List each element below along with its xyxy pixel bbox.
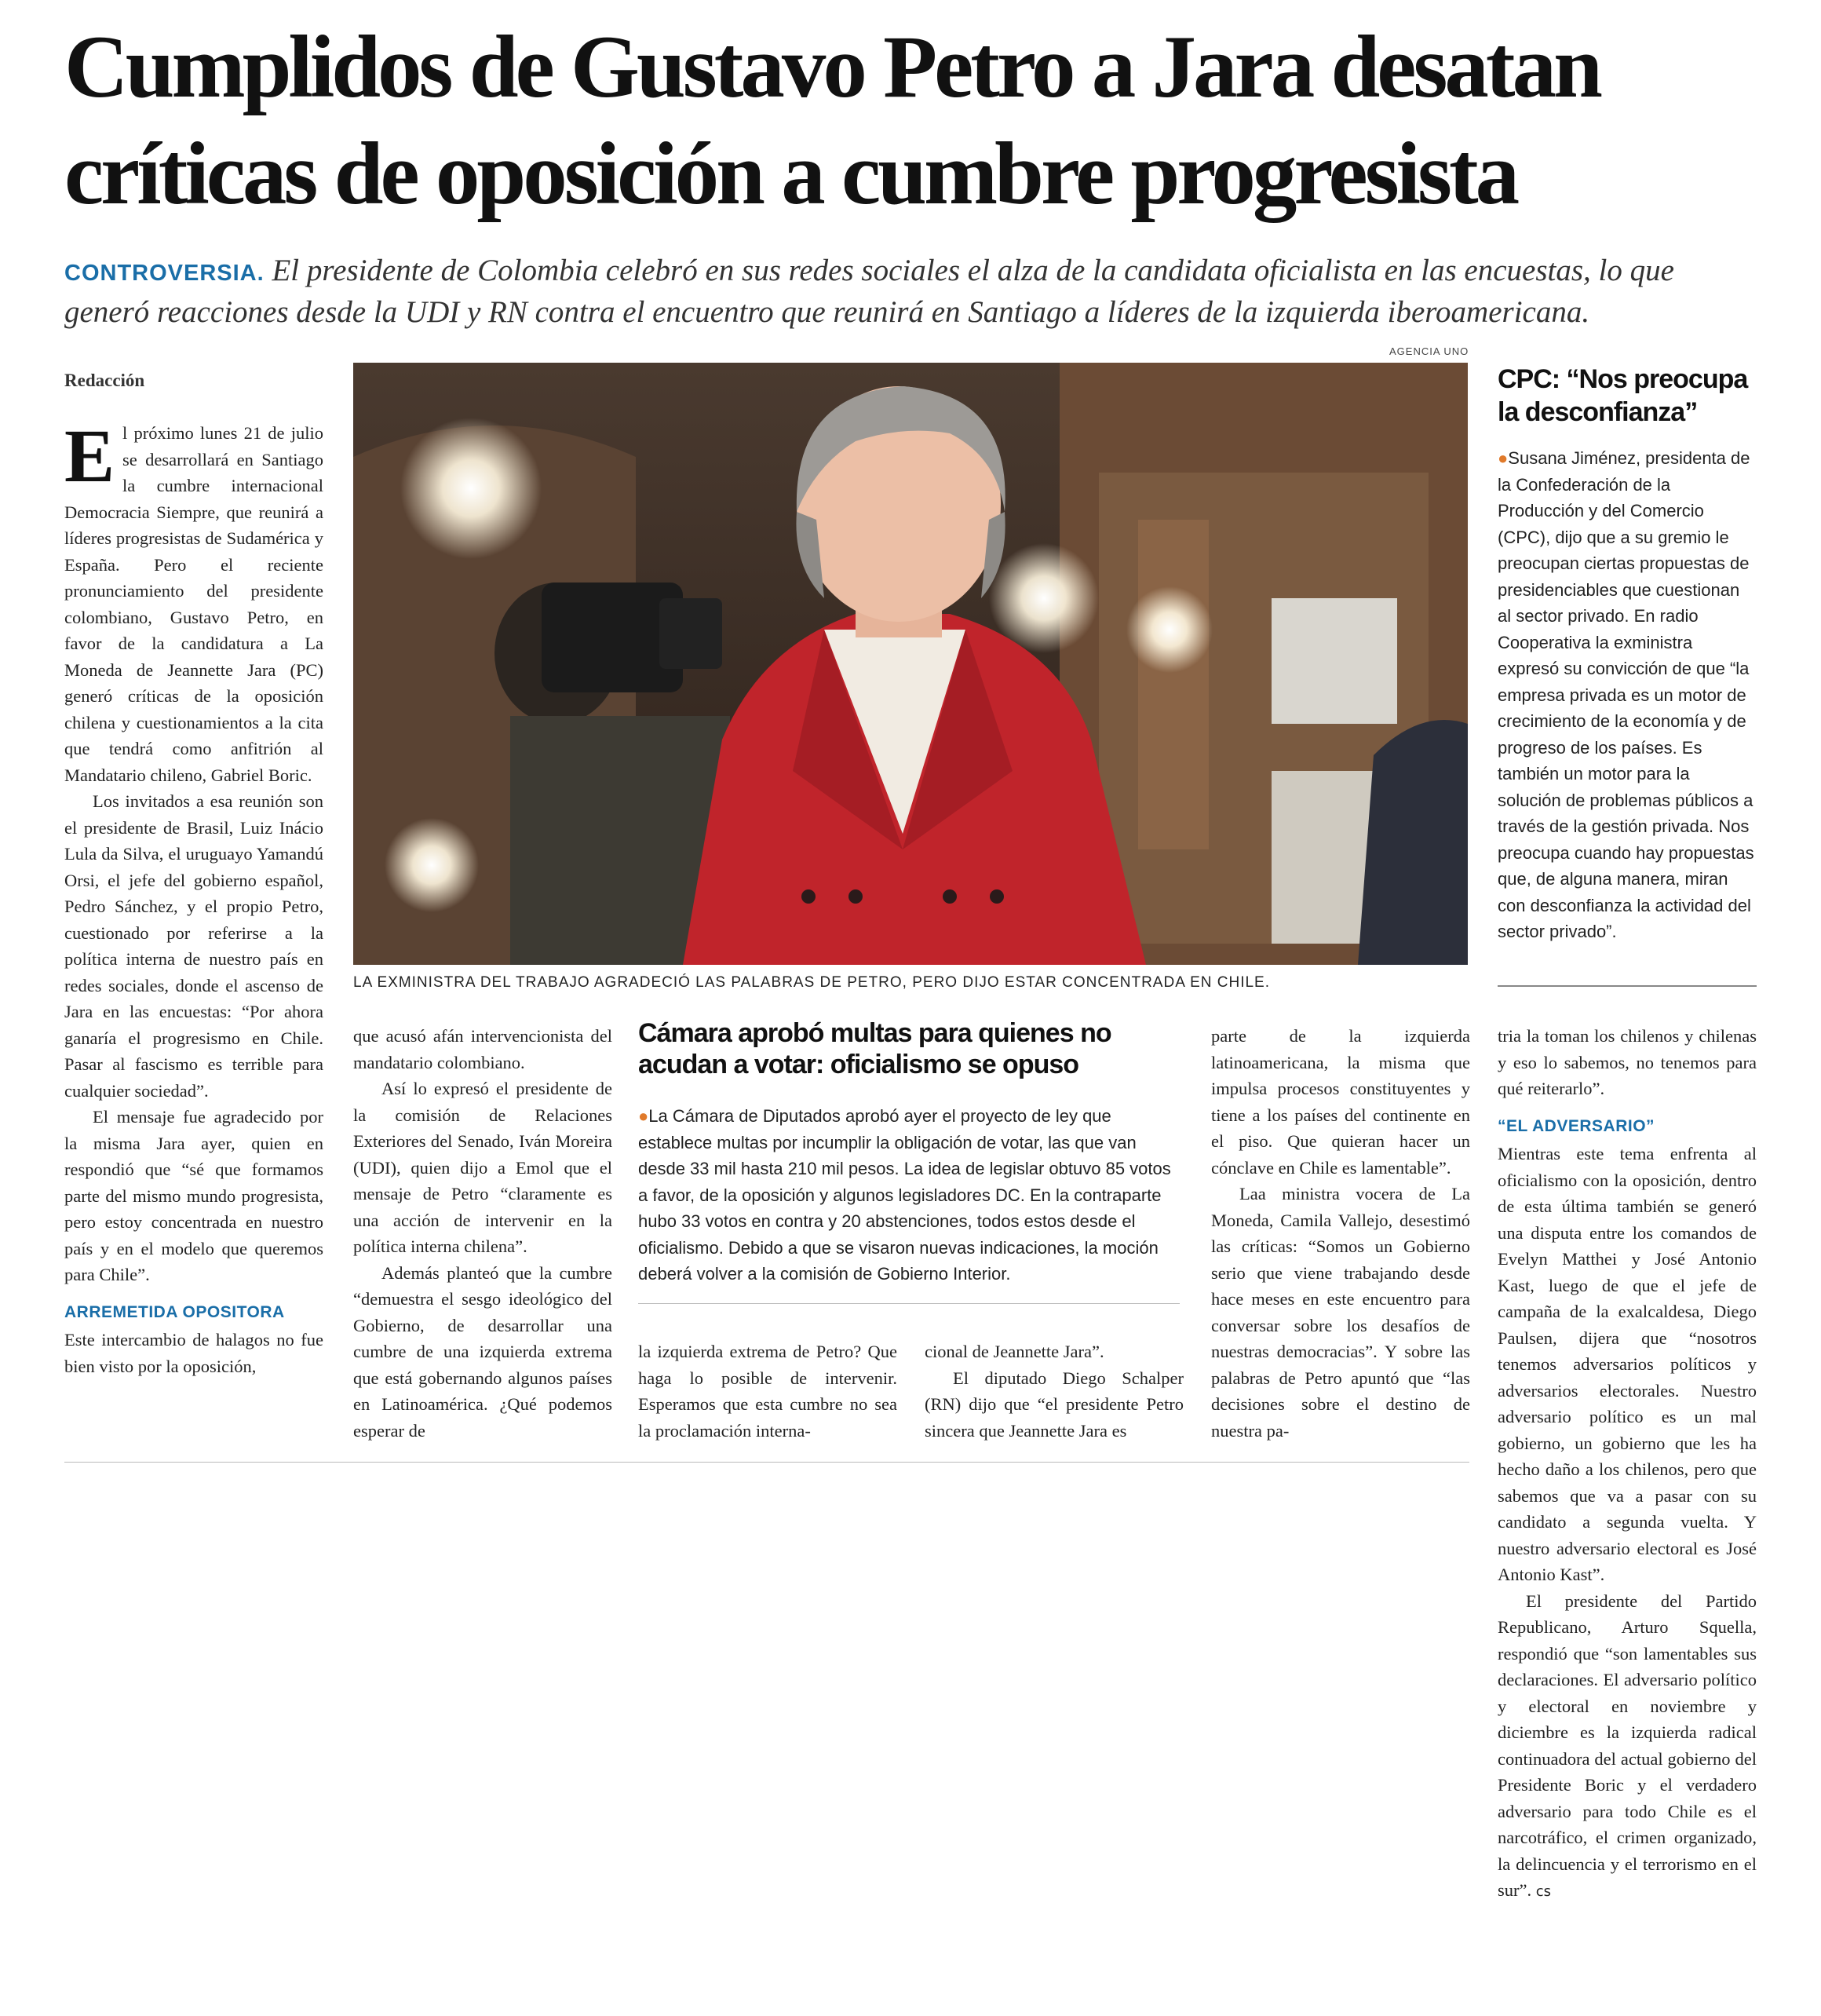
paragraph-text: El presidente del Partido Republicano, Arturo Squella, respondió que “son lamentables sus declaraciones. El adversario político y electoral en noviembre y diciembre es la izquierda radical continuadora del actual gobierno del Presidente Boric y el verdadero adversario para todo Chile es el narcotráfico, el crimen organizado, la delincuencia y el terrorismo en el sur”. xyxy=(1498,1591,1757,1900)
article-paragraph: Laa ministra vocera de La Moneda, Camila Vallejo, desestimó las críticas: “Somos un Gobierno serio que viene trabajando desde hace meses en este encuentro para conversar sobre los desafíos de nuestras democracias”. Y sobre las palabras de Petro apuntó que “las decisiones sobre el destino de nuestra pa- xyxy=(1211,1184,1470,1441)
article-paragraph: parte de la izquierda latinoamericana, la misma que impulsa procesos constituyentes y tiene a los países del continente en el piso. Que quieran hacer un cónclave en Chile es lamentable”. xyxy=(1211,1026,1470,1178)
headline xyxy=(64,14,1775,228)
inset-divider xyxy=(638,1303,1180,1304)
photo-caption: LA EXMINISTRA DEL TRABAJO AGRADECIÓ LAS PALABRAS DE PETRO, PERO DIJO ESTAR CONCENTRADA EN CHILE. xyxy=(353,974,1271,991)
inset-title: Cámara aprobó multas para quienes no acudan a votar: oficialismo se opuso xyxy=(638,1018,1111,1079)
deck-kicker: CONTROVERSIA. xyxy=(64,261,265,286)
main-photo xyxy=(353,363,1468,965)
article-paragraph: que acusó afán intervencionista del mandatario colombiano. xyxy=(353,1026,612,1072)
article-column-2 xyxy=(353,1023,612,1444)
deck xyxy=(64,251,1760,332)
article-paragraph: tria la toman los chilenos y chilenas y eso lo sabemos, no tenemos para qué reiterarlo”. xyxy=(1498,1026,1757,1098)
inset-body xyxy=(638,1103,1172,1287)
sidebar-body xyxy=(1498,445,1757,945)
article-paragraph: la izquierda extrema de Petro? Que haga lo posible de intervenir. Esperamos que esta cumbre no sea la proclamación interna- xyxy=(638,1342,897,1441)
photo-credit: AGENCIA UNO xyxy=(1389,345,1469,357)
deck-text: El presidente de Colombia celebró en sus redes sociales el alza de la candidata oficialista en las encuestas, lo que generó reacciones desde la UDI y RN contra el encuentro que reunirá en Santiago a líderes de la izquierda iberoamericana. xyxy=(64,254,1674,329)
subhead-arremetida: ARREMETIDA OPOSITORA xyxy=(64,1302,285,1321)
article-paragraph: Este intercambio de halagos no fue bien visto por la oposición, xyxy=(64,1330,323,1376)
sidebar-divider xyxy=(1498,985,1757,987)
article-column-6 xyxy=(1498,1023,1757,1905)
sidebar-text: Susana Jiménez, presidenta de la Confederación de la Producción y del Comercio (CPC), dijo que a su gremio le preocupan ciertas propuestas de presidenciables que cuestionan al sector privado. En radio Cooperativa la exministra expresó su convicción de que “la empresa privada es un motor de crecimiento de la economía y de progreso de los países. Es también un motor para la solución de problemas públicos a través de la gestión privada. Nos preocupa cuando hay propuestas que, de alguna manera, miran con desconfianza la actividad del sector privado”. xyxy=(1498,448,1754,941)
article-paragraph: El diputado Diego Schalper (RN) dijo que “el presidente Petro sincera que Jeannette Jara es xyxy=(925,1368,1184,1441)
bullet-dot: ● xyxy=(638,1106,649,1126)
subhead-adversario: “EL ADVERSARIO” xyxy=(1498,1116,1655,1135)
paragraph-text: l próximo lunes 21 de julio se desarrollará en Santiago la cumbre internacional Democracia Siempre, que reunirá a líderes progresistas de Sudamérica y España. Pero el reciente pronunciamiento del presidente colombiano, Gustavo Petro, en favor de la candidatura a La Moneda de Jeannette Jara (PC) generó críticas de la oposición chilena y cuestionamientos a la cita que tendrá como anfitrión al Mandatario chileno, Gabriel Boric. xyxy=(64,423,323,785)
article-column-1 xyxy=(64,414,323,1379)
sidebar-title: CPC: “Nos preocupa la desconfianza” xyxy=(1498,364,1748,427)
article-paragraph: Además planteó que la cumbre “demuestra el sesgo ideológico del Gobierno, de desarrollar una cumbre de una izquierda extrema que está gobernando algunos países en Latinoamérica. ¿Qué podemos esperar de xyxy=(353,1262,612,1441)
article-paragraph xyxy=(64,414,323,788)
article-paragraph xyxy=(1498,1588,1757,1905)
dropcap: E xyxy=(64,414,115,498)
article-column-3 xyxy=(638,1339,897,1444)
article-paragraph: El mensaje fue agradecido por la misma Jara ayer, quien en respondió que “sé que formamos parte del mismo mundo progresista, pero estoy concentrada en nuestro país y en el modelo que queremos para Chile”. xyxy=(64,1107,323,1284)
article-column-4 xyxy=(925,1339,1184,1444)
inset-text: La Cámara de Diputados aprobó ayer el proyecto de ley que establece multas por incumplir la obligación de votar, las que van desde 33 mil hasta 210 mil pesos. La idea de legislar obtuvo 85 votos a favor, de la oposición y algunos legisladores DC. En la contraparte hubo 33 votos en contra y 20 abstenciones, todos estos desde el oficialismo. Debido a que se visaron nuevas indicaciones, la moción deberá volver a la comisión de Gobierno Interior. xyxy=(638,1106,1171,1284)
article-paragraph: Mientras este tema enfrenta al oficialismo con la oposición, dentro de esta última también se generó una disputa entre los comandos de Evelyn Matthei y José Antonio Kast, luego de que el jefe de campaña de la exalcaldesa, Diego Paulsen, dijera que “nosotros tenemos adversarios políticos y adversarios electorales. Nuestro adversario político es un mal gobierno, un gobierno que les ha hecho daño a los chilenos, pero que sabemos que va a pasar con su candidato a segunda vuelta. Y nuestro adversario electoral es José Antonio Kast”. xyxy=(1498,1144,1757,1584)
article-column-5 xyxy=(1211,1023,1470,1444)
article-paragraph: cional de Jeannette Jara”. xyxy=(925,1342,1104,1361)
article-paragraph: Los invitados a esa reunión son el presidente de Brasil, Luiz Inácio Lula da Silva, el uruguayo Yamandú Orsi, el jefe del gobierno español, Pedro Sánchez, y el propio Petro, cuestionado por referirse a la política interna de nuestro país en redes sociales, donde el ascenso de Jara en las encuestas: “Por ahora ganaría el progresismo en Chile. Pasar al fascismo es terrible para cualquier sociedad”. xyxy=(64,791,323,1101)
byline: Redacción xyxy=(64,371,145,390)
headline-line-2: críticas de oposición a cumbre progresista xyxy=(64,125,1517,223)
end-mark-icon: cs xyxy=(1535,1883,1552,1900)
bullet-dot: ● xyxy=(1498,448,1509,468)
headline-line-1: Cumplidos de Gustavo Petro a Jara desatan xyxy=(64,18,1600,116)
photo-illustration xyxy=(353,363,1468,965)
bottom-divider xyxy=(64,1462,1469,1463)
article-paragraph: Así lo expresó el presidente de la comisión de Relaciones Exteriores del Senado, Iván Moreira (UDI), quien dijo a Emol que el mensaje de Petro “claramente es una acción de intervenir en la política interna chilena”. xyxy=(353,1079,612,1256)
